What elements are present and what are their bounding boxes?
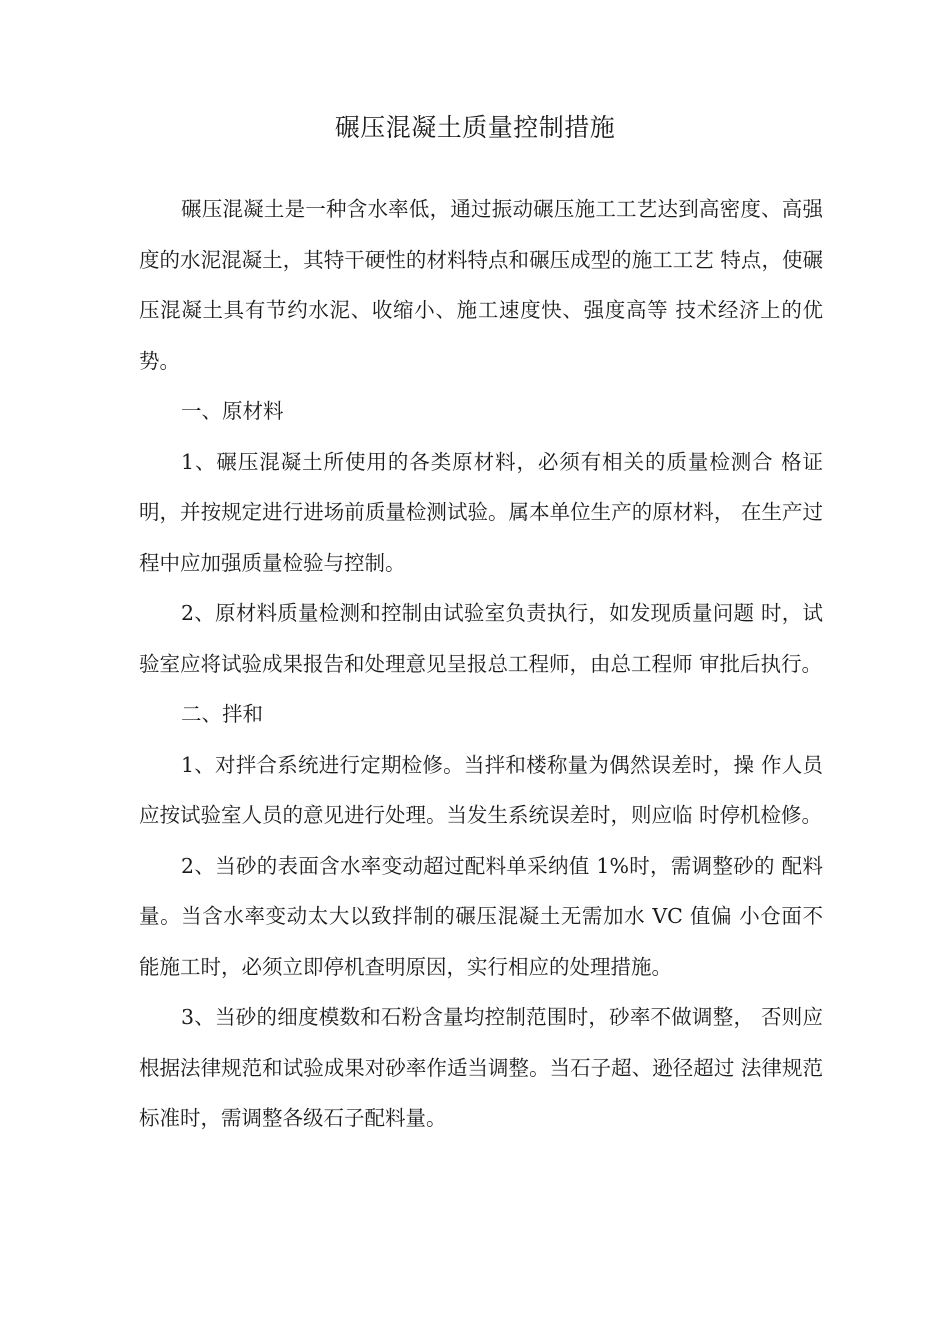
section-heading-raw-materials: 一、原材料	[181, 399, 284, 423]
paragraph-mixing-2: 2、当砂的表面含水率变动超过配料单采纳值 1%时，需调整砂的 配料量。当含水率变动太大以致拌制的碾压混凝土无需加水 VC 值偏 小仓面不能施工时，必须立即停机查明原因，实行相应的处理措施。	[139, 853, 823, 979]
section-heading-mixing: 二、拌和	[181, 702, 263, 726]
paragraph-mixing-1: 1、对拌合系统进行定期检修。当拌和楼称量为偶然误差时，操 作人员应按试验室人员的意见进行处理。当发生系统误差时，则应临 时停机检修。	[139, 752, 823, 827]
paragraph-raw-materials-2: 2、原材料质量检测和控制由试验室负责执行，如发现质量问题 时，试验室应将试验成果报告和处理意见呈报总工程师，由总工程师 审批后执行。	[139, 601, 823, 676]
paragraph-raw-materials-1: 1、碾压混凝土所使用的各类原材料，必须有相关的质量检测合 格证明，并按规定进行进场前质量检测试验。属本单位生产的原材料， 在生产过程中应加强质量检验与控制。	[139, 449, 823, 575]
paragraph-mixing-3: 3、当砂的细度模数和石粉含量均控制范围时，砂率不做调整， 否则应根据法律规范和试验成果对砂率作适当调整。当石子超、逊径超过 法律规范标准时，需调整各级石子配料量。	[139, 1005, 823, 1130]
document-title: 碾压混凝土质量控制措施	[334, 113, 616, 142]
paragraph-intro: 碾压混凝土是一种含水率低，通过振动碾压施工工艺达到高密度、高强度的水泥混凝土，其特干硬性的材料特点和碾压成型的施工工艺 特点，使碾压混凝土具有节约水泥、收缩小、施工速度快、强度高等 技术经济上的优势。	[139, 197, 823, 373]
document-body	[139, 184, 823, 1144]
